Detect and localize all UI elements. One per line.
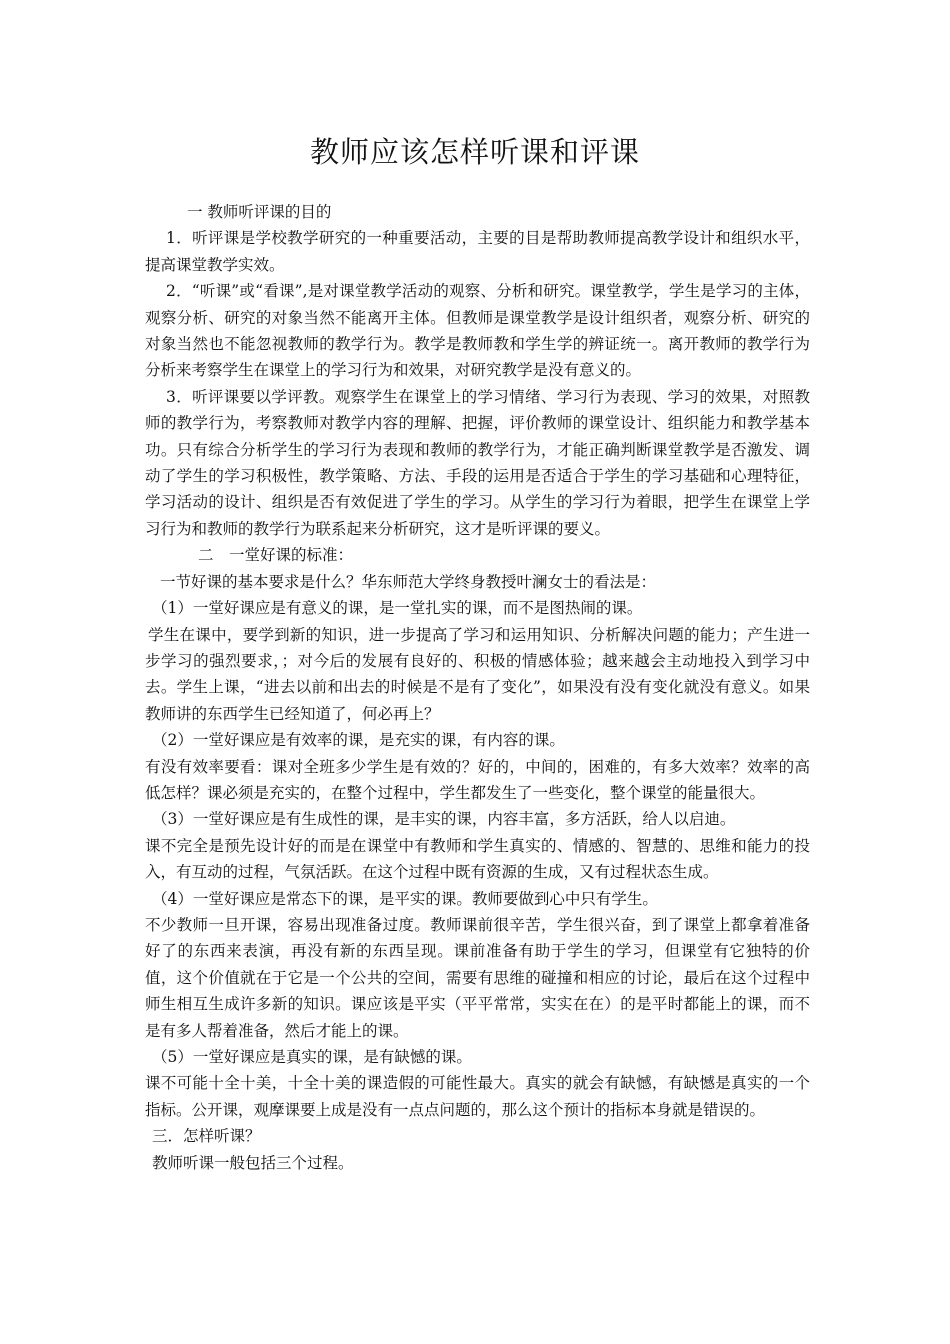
paragraph: 一节好课的基本要求是什么？华东师范大学终身教授叶澜女士的看法是： (160, 572, 657, 591)
paragraph: 2．“听课”或“看课”,是对课堂教学活动的观察、分析和研究。课堂教学，学生是学习的主体，观察分析、研究的对象当然不能离开主体。但教师是课堂教学是设计组织者，观察分析、研究的对象当然也不能忽视教师的教学行为。教学是教师教和学生学的辨证统一。离开教师的教学行为分析来考察学生在课堂上的学习行为和效果，对研究教学是没有意义的。 (145, 282, 810, 380)
paragraph: 有没有效率要看：课对全班多少学生是有效的？好的，中间的，困难的，有多大效率？效率的高低怎样？课必须是充实的，在整个过程中，学生都发生了一些变化，整个课堂的能量很大。 (145, 757, 810, 802)
paragraph: 教师听课一般包括三个过程。 (152, 1153, 354, 1172)
paragraph: 1．听评课是学校教学研究的一种重要活动，主要的目是帮助教师提高教学设计和组织水平，提高课堂教学实效。 (145, 229, 810, 274)
list-item-heading: （5）一堂好课应是真实的课，是有缺憾的课。 (152, 1048, 472, 1066)
list-item-heading: （3）一堂好课应是有生成性的课，是丰实的课，内容丰富，多方活跃，给人以启迪。 (152, 810, 736, 829)
section-heading-2: 二 一堂好课的标准： (198, 546, 354, 565)
list-item-heading: （2）一堂好课应是有效率的课，是充实的课，有内容的课。 (152, 731, 565, 750)
list-item-heading: （1）一堂好课应是有意义的课，是一堂扎实的课，而不是图热闹的课。 (152, 599, 643, 618)
paragraph: 不少教师一旦开课，容易出现准备过度。教师课前很辛苦，学生很兴奋，到了课堂上都拿着准备好了的东西来表演，再没有新的东西呈现。课前准备有助于学生的学习，但课堂有它独特的价值，这个价值就在于它是一个公共的空间，需要有思维的碰撞和相应的讨论，最后在这个过程中师生相互生成许多新的知识。课应该是平实（平平常常，实实在在）的是平时都能上的课，而不是有多人帮着准备，然后才能上的课。 (145, 915, 810, 1040)
section-heading-1: 一 教师听评课的目的 (187, 203, 332, 221)
paragraph: 课不完全是预先设计好的而是在课堂中有教师和学生真实的、情感的、智慧的、思维和能力的投入，有互动的过程，气氛活跃。在这个过程中既有资源的生成，又有过程状态生成。 (145, 836, 810, 882)
list-item-heading: （4）一堂好课应是常态下的课，是平实的课。教师要做到心中只有学生。 (152, 889, 658, 908)
paragraph: 3．听评课要以学评教。观察学生在课堂上的学习情绪、学习行为表现、学习的效果，对照教师的教学行为，考察教师对教学内容的理解、把握，评价教师的课堂设计、组织能力和教学基本功。只有综合分析学生的学习行为表现和教师的教学行为，才能正确判断课堂教学是否激发、调动了学生的学习积极性，教学策略、方法、手段的运用是否适合于学生的学习基础和心理特征，学习活动的设计、组织是否有效促进了学生的学习。从学生的学习行为着眼，把学生在课堂上学习行为和教师的教学行为联系起来分析研究，这才是听评课的要义。 (145, 387, 810, 538)
paragraph: 课不可能十全十美，十全十美的课造假的可能性最大。真实的就会有缺憾，有缺憾是真实的一个指标。公开课，观摩课要上成是没有一点点问题的，那么这个预计的指标本身就是错误的。 (145, 1074, 810, 1119)
paragraph: 学生在课中，要学到新的知识，进一步提高了学习和运用知识、分析解决问题的能力；产生进一步学习的强烈要求，；对今后的发展有良好的、积极的情感体验；越来越会主动地投入到学习中去。学生上课，“进去以前和出去的时候是不是有了变化”，如果没有没有变化就没有意义。如果教师讲的东西学生已经知道了，何必再上？ (145, 625, 810, 723)
document-title: 教师应该怎样听课和评课 (309, 135, 640, 169)
document-body (145, 199, 810, 1176)
section-heading-3: 三．怎样听课？ (152, 1127, 261, 1146)
